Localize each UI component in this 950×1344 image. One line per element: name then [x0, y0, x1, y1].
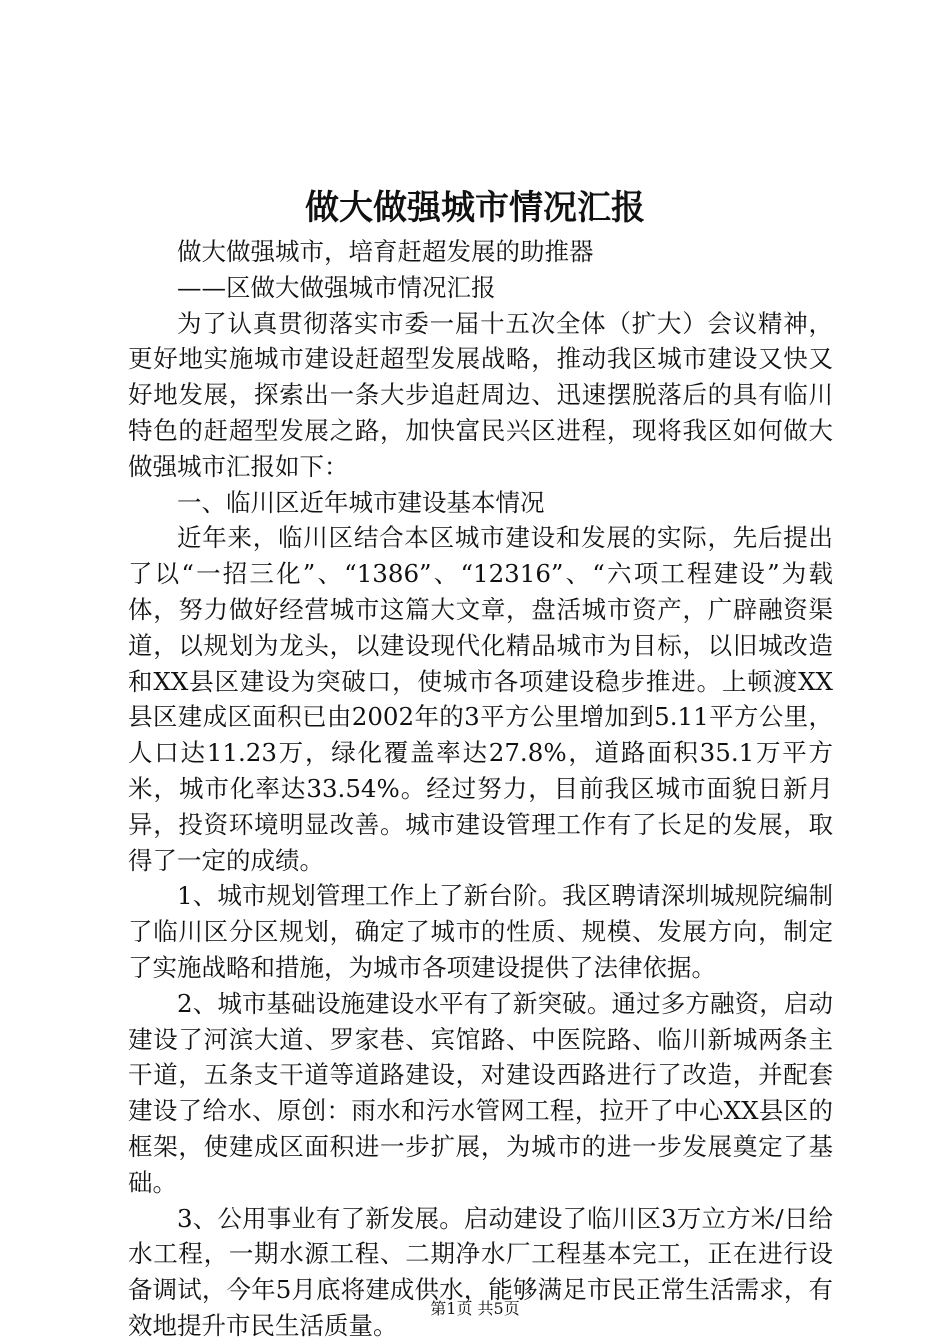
- item-1-paragraph: 1、城市规划管理工作上了新台阶。我区聘请深圳城规院编制了临川区分区规划，确定了城市的性质、规模、发展方向，制定了实施战略和措施，为城市各项建设提供了法律依据。: [128, 881, 833, 982]
- section-heading: 一、临川区近年城市建设基本情况: [177, 487, 545, 517]
- item-2-paragraph: 2、城市基础设施建设水平有了新突破。通过多方融资，启动建设了河滨大道、罗家巷、宾馆路、中医院路、临川新城两条主干道，五条支干道等道路建设，对建设西路进行了改造，并配套建设了给水、原创：雨水和污水管网工程，拉开了中心XX县区的框架，使建成区面积进一步扩展，为城市的进一步发展奠定了基础。: [128, 988, 833, 1197]
- document-body: [128, 234, 833, 1344]
- subtitle-dash-line: ——区做大做强城市情况汇报: [177, 272, 496, 302]
- overview-paragraph: 近年来，临川区结合本区城市建设和发展的实际，先后提出了以“一招三化”、“1386”、“12316”、“六项工程建设”为载体，努力做好经营城市这篇大文章，盘活城市资产，广辟融资渠道，以规划为龙头，以建设现代化精品城市为目标，以旧城改造和XX县区建设为突破口，使城市各项建设稳步推进。上顿渡XX县区建成区面积已由2002年的3平方公里增加到5.11平方公里，人口达11.23万，绿化覆盖率达27.8%，道路面积35.1万平方米，城市化率达33.54%。经过努力，目前我区城市面貌日新月异，投资环境明显改善。城市建设管理工作有了长足的发展，取得了一定的成绩。: [128, 523, 833, 875]
- intro-paragraph: 为了认真贯彻落实市委一届十五次全体（扩大）会议精神，更好地实施城市建设赶超型发展战略，推动我区城市建设又快又好地发展，探索出一条大步追赶周边、迅速摆脱落后的具有临川特色的赶超型发展之路，加快富民兴区进程，现将我区如何做大做强城市汇报如下：: [128, 308, 833, 481]
- page-number-footer: 第1页 共5页: [430, 1299, 520, 1318]
- document-title: 做大做强城市情况汇报: [305, 188, 645, 228]
- subtitle-line: 做大做强城市，培育赶超发展的助推器: [177, 237, 594, 266]
- item-3-paragraph: 3、公用事业有了新发展。启动建设了临川区3万立方米/日给水工程，一期水源工程、二期净水厂工程基本完工，正在进行设备调试，今年5月底将建成供水，能够满足市民正常生活需求，有效地提升市民生活质量。: [128, 1203, 833, 1340]
